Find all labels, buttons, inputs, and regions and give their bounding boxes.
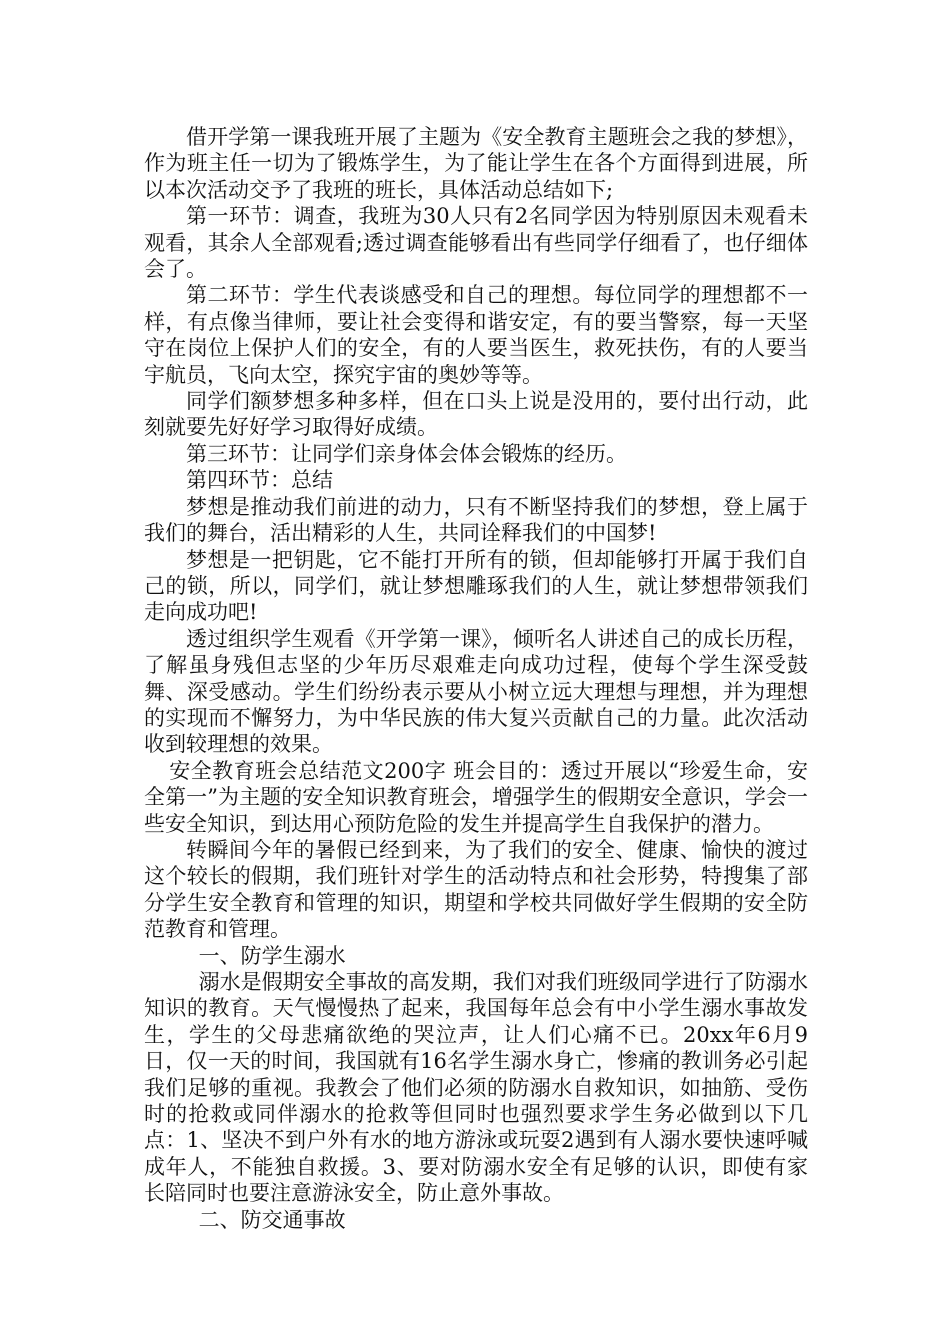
section-heading-drowning: 一、防学生溺水 (198, 943, 346, 968)
paragraph-dream-key: 梦想是一把钥匙，它不能打开所有的锁，但却能够打开属于我们自己的锁，所以，同学们，就让梦想雕琢我们的人生，就让梦想带领我们走向成功吧! (144, 547, 808, 625)
paragraph-step-four: 第四环节：总结 (186, 468, 333, 493)
paragraph-step-two: 第二环节：学生代表谈感受和自己的理想。每位同学的理想都不一样，有点像当律师，要让社会变得和谐安定，有的要当警察，每一天坚守在岗位上保护人们的安全，有的人要当医生，救死扶伤，有的人要当宇航员，飞向太空，探究宇宙的奥妙等等。 (144, 283, 808, 387)
paragraph-summer: 转瞬间今年的暑假已经到来，为了我们的安全、健康、愉快的渡过这个较长的假期，我们班针对学生的活动特点和社会形势，特搜集了部分学生安全教育和管理的知识，期望和学校共同做好学生假期的安全防范教育和管理。 (144, 837, 808, 942)
paragraph-meeting-purpose: 安全教育班会总结范文200字 班会目的：透过开展以“珍爱生命，安全第一”为主题的安全知识教育班会，增强学生的假期安全意识，学会一些安全知识，到达用心预防危险的发生并提高学生自我保护的潜力。 (144, 758, 808, 836)
document-body (144, 124, 808, 1233)
section-heading-traffic: 二、防交通事故 (198, 1207, 346, 1232)
paragraph-intro: 借开学第一课我班开展了主题为《安全教育主题班会之我的梦想》，作为班主任一切为了锻炼学生，为了能让学生在各个方面得到进展，所以本次活动交予了我班的班长，具体活动总结如下; (144, 125, 808, 202)
paragraph-step-three: 第三环节：让同学们亲身体会体会锻炼的经历。 (186, 441, 627, 466)
paragraph-dreams: 同学们额梦想多种多样，但在口头上说是没用的，要付出行动，此刻就要先好好学习取得好成绩。 (144, 389, 808, 440)
paragraph-step-one: 第一环节：调查，我班为30人只有2名同学因为特别原因未观看未观看，其余人全部观看;透过调查能够看出有些同学仔细看了，也仔细体会了。 (144, 204, 808, 282)
paragraph-dream-power: 梦想是推动我们前进的动力，只有不断坚持我们的梦想，登上属于我们的舞台，活出精彩的人生，共同诠释我们的中国梦! (144, 494, 808, 546)
paragraph-activity-effect: 透过组织学生观看《开学第一课》，倾听名人讲述自己的成长历程，了解虽身残但志坚的少年历尽艰难走向成功过程，使每个学生深受鼓舞、深受感动。学生们纷纷表示要从小树立远大理想与理想，并为理想的实现而不懈努力，为中华民族的伟大复兴贡献自己的力量。此次活动收到较理想的效果。 (144, 626, 808, 757)
paragraph-drowning: 溺水是假期安全事故的高发期，我们对我们班级同学进行了防溺水知识的教育。天气慢慢热了起来，我国每年总会有中小学生溺水事故发生，学生的父母悲痛欲绝的哭泣声，让人们心痛不已。20xx年6月9日，仅一天的时间，我国就有16名学生溺水身亡，惨痛的教训务必引起我们足够的重视。我教会了他们必须的防溺水自救知识，如抽筋、受伤时的抢救或同伴溺水的抢救等但同时也强烈要求学生务必做到以下几点：1、坚决不到户外有水的地方游泳或玩耍2遇到有人溺水要快速呼喊成年人，不能独自救援。3、要对防溺水安全有足够的认识，即使有家长陪同时也要注意游泳安全，防止意外事故。 (144, 970, 808, 1206)
